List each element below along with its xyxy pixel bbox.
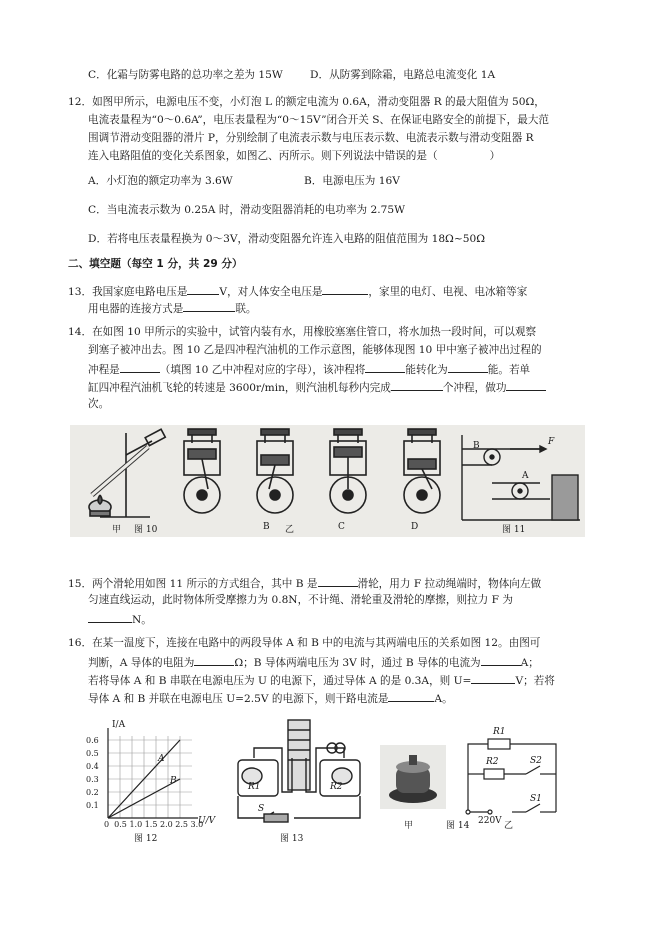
figure-13 xyxy=(234,718,364,843)
fig11-label-a: A xyxy=(522,471,529,481)
fig12-ytick: 0.2 xyxy=(86,788,99,797)
q12-line4 xyxy=(88,149,500,163)
q14-text-b: （填图 10 乙中冲程对应的字母），该冲程将 xyxy=(159,364,366,376)
q14-line5: 次。 xyxy=(88,398,110,410)
figure-14-circuit xyxy=(460,727,564,832)
q13-text-e: 联。 xyxy=(235,303,257,315)
q14-line3 xyxy=(88,361,530,377)
fig13-drawing xyxy=(234,718,364,843)
q14-blank-5[interactable] xyxy=(506,379,546,391)
figure-12 xyxy=(80,718,228,843)
fig14-r2-label: R2 xyxy=(486,757,499,767)
q15-line3 xyxy=(88,611,152,627)
fig14-title: 图 14 xyxy=(446,821,470,831)
fig14-s1-label: S1 xyxy=(530,794,542,804)
q14-text-a: 冲程是 xyxy=(88,364,120,376)
fig14-label-jia: 甲 xyxy=(404,821,414,831)
fig12-line-b-label: B xyxy=(170,776,177,786)
q13-text-d: 用电器的连接方式是 xyxy=(88,303,184,315)
q13-blank-2[interactable] xyxy=(322,283,368,295)
figure-10-11-drawing xyxy=(70,425,585,537)
fig10-label-c: C xyxy=(338,522,345,532)
q13-blank-3[interactable] xyxy=(183,300,235,312)
q11-option-d: D．从防雾到除霜，电路总电流变化 1A xyxy=(310,69,496,81)
q14-text-e: 缸四冲程汽油机飞轮的转速是 3600r/min，则汽油机每秒内完成 xyxy=(88,382,391,394)
q14-text-d: 能。若单 xyxy=(487,364,531,376)
q11-option-c: C．化霜与防雾电路的总功率之差为 15W xyxy=(88,69,283,81)
q12-line4-text: 连入电路阻值的变化关系图象，如图乙、丙所示。则下列说法中错误的是（ xyxy=(88,150,438,162)
figure-10-11-strip xyxy=(70,425,585,537)
q16-text-b: Ω；B 导体两端电压为 3V 时，通过 B 导体的电流为 xyxy=(234,657,481,669)
fig13-switch-label: S xyxy=(258,804,265,814)
fig10-label-yi: 乙 xyxy=(285,525,295,535)
q16-text-g: A。 xyxy=(434,693,453,705)
q13-text-c: ，家里的电灯、电视、电冰箱等家 xyxy=(368,286,528,298)
engine-stroke-d xyxy=(404,429,440,513)
q14-line1: 14．在如图 10 甲所示的实验中，试管内装有水，用橡胶塞塞住管口，将水加热一段时间，可以观察 xyxy=(68,326,537,338)
q15-blank-1[interactable] xyxy=(318,575,358,587)
fig14-device-drawing xyxy=(380,745,446,809)
engine-stroke-c xyxy=(330,429,366,513)
q15-text-a: 15．两个滑轮用如图 11 所示的方式组合，其中 B 是 xyxy=(68,578,318,590)
engine-stroke-b xyxy=(257,429,293,513)
q13-text-a: 13．我国家庭电路电压是 xyxy=(68,286,188,298)
fig11-label-b: B xyxy=(473,441,480,451)
q16-text-e: V；若将 xyxy=(515,675,555,687)
q15-blank-2[interactable] xyxy=(88,611,132,623)
q14-line4 xyxy=(88,379,546,395)
fig12-ylabel: I/A xyxy=(112,720,126,730)
q16-line1: 16．在某一温度下，连接在电路中的两段导体 A 和 B 中的电流与其两端电压的关系如图 12。由图可 xyxy=(68,637,541,649)
fig11-title: 图 11 xyxy=(502,525,526,535)
fig12-xticks: 0 0.5 1.0 1.5 2.0 2.5 3.0 xyxy=(104,820,204,829)
q16-blank-4[interactable] xyxy=(388,690,434,702)
q15-line2: 匀速直线运动，此时物体所受摩擦力为 0.8N，不计绳、滑轮重及滑轮的摩擦，则拉力 F 为 xyxy=(88,594,513,606)
section-heading-fill-blank: 二、填空题（每空 1 分，共 29 分） xyxy=(68,258,243,270)
q12-option-a: A．小灯泡的额定功率为 3.6W xyxy=(88,175,233,187)
q14-blank-4[interactable] xyxy=(391,379,443,391)
q15-text-c: N。 xyxy=(132,614,152,626)
q12-option-b: B．电源电压为 16V xyxy=(304,175,400,187)
fig14-s2-label: S2 xyxy=(530,756,542,766)
fig14-r1-label: R1 xyxy=(493,727,506,737)
q15-line1 xyxy=(68,575,541,591)
fig10-label-d: D xyxy=(411,522,419,532)
q16-blank-2[interactable] xyxy=(481,654,521,666)
fig14-circuit-drawing xyxy=(460,730,564,832)
fig12-line-a-label: A xyxy=(158,754,165,764)
fig14-label-yi: 乙 xyxy=(504,821,514,831)
q14-blank-1[interactable] xyxy=(120,361,160,373)
q13-text-b: V，对人体安全电压是 xyxy=(219,286,323,298)
fig10-title: 图 10 xyxy=(134,525,158,535)
fig12-title: 图 12 xyxy=(134,834,158,844)
fig13-title: 图 13 xyxy=(280,834,304,844)
q14-blank-2[interactable] xyxy=(365,361,405,373)
fig12-ytick: 0.6 xyxy=(86,736,99,745)
q14-text-f: 个冲程，做功 xyxy=(442,382,507,394)
q14-text-c: 能转化为 xyxy=(405,364,448,376)
fig10-label-jia: 甲 xyxy=(112,525,122,535)
q16-line3 xyxy=(88,672,555,688)
fig12-yticks xyxy=(86,734,99,812)
q12-line1: 12．如图甲所示，电源电压不变，小灯泡 L 的额定电流为 0.6A，滑动变阻器 R 的最大阻值为 50Ω， xyxy=(68,96,545,108)
q13-line1 xyxy=(68,283,527,299)
figure-14-photo xyxy=(380,745,446,809)
q15-text-b: 滑轮，用力 F 拉动绳端时，物体向左做 xyxy=(357,578,542,590)
fig13-r1-label: R1 xyxy=(248,782,261,792)
fig14-voltage-label: 220V xyxy=(478,816,502,826)
q13-line2 xyxy=(88,300,257,316)
q12-option-c: C．当电流表示数为 0.25A 时，滑动变阻器消耗的电功率为 2.75W xyxy=(88,204,405,216)
test-tube-apparatus xyxy=(89,429,165,517)
q16-text-a: 判断，A 导体的电阻为 xyxy=(88,657,195,669)
q16-text-c: A； xyxy=(520,657,539,669)
q16-text-f: 导体 A 和 B 并联在电源电压 U=2.5V 的电源下，则干路电流是 xyxy=(88,693,389,705)
fig12-ytick: 0.3 xyxy=(86,775,99,784)
q16-blank-3[interactable] xyxy=(471,672,515,684)
q16-line2 xyxy=(88,654,539,670)
q14-blank-3[interactable] xyxy=(448,361,488,373)
fig11-label-f: F xyxy=(548,437,555,447)
q13-blank-1[interactable] xyxy=(187,283,219,295)
q16-text-d: 若将导体 A 和 B 串联在电源电压为 U 的电源下，通过导体 A 的是 0.3A，则 U= xyxy=(88,675,472,687)
q12-line4-end: ） xyxy=(489,150,501,162)
fig10-label-b: B xyxy=(263,522,270,532)
fig12-ytick: 0.1 xyxy=(86,801,99,810)
fig13-r2-label: R2 xyxy=(330,782,343,792)
fig12-ytick: 0.4 xyxy=(86,762,99,771)
q12-line3: 围调节滑动变阻器的滑片 P，分别绘制了电流表示数与电压表示数、电流表示数与滑动变阻器 R xyxy=(88,132,534,144)
engine-stroke-a xyxy=(184,429,220,513)
q12-option-d: D．若将电压表量程换为 0～3V，滑动变阻器允许连入电路的阻值范围为 18Ω~50Ω xyxy=(88,233,485,245)
q16-blank-1[interactable] xyxy=(194,654,234,666)
q16-line4 xyxy=(88,690,453,706)
fig12-xlabel: U/V xyxy=(198,816,216,826)
q14-line2: 到塞子被冲出去。图 10 乙是四冲程汽油机的工作示意图，能够体现图 10 甲中塞子被冲出过程的 xyxy=(88,344,542,356)
q12-line2: 电流表量程为“0～0.6A”，电压表量程为“0～15V”闭合开关 S、在保证电路安全的前提下，最大范 xyxy=(88,114,550,126)
fig12-ytick: 0.5 xyxy=(86,749,99,758)
